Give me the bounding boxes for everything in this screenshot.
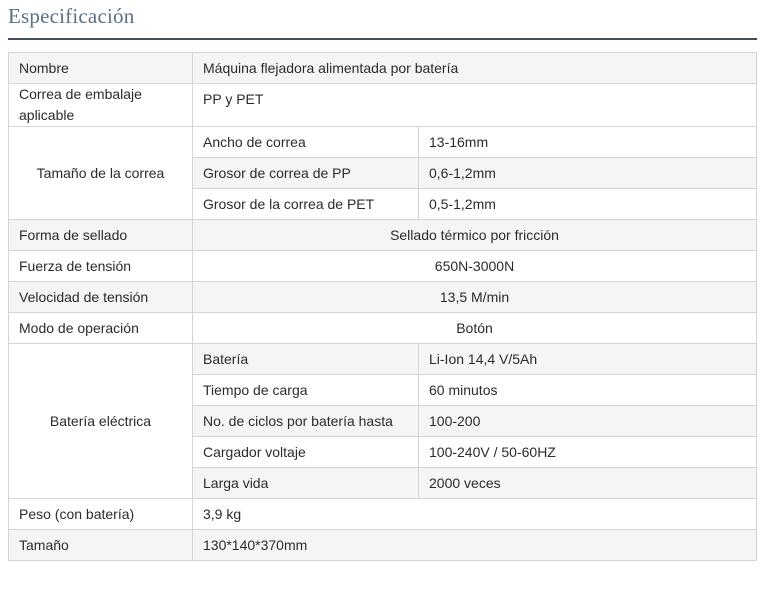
row-label: Nombre [9, 53, 193, 84]
row-value: 13,5 M/min [193, 282, 757, 313]
sub-value: 100-240V / 50-60HZ [419, 437, 757, 468]
row-label: Forma de sellado [9, 220, 193, 251]
row-value: 3,9 kg [193, 499, 757, 530]
sub-label: Tiempo de carga [193, 375, 419, 406]
table-row [9, 220, 757, 251]
row-value: PP y PET [193, 84, 757, 127]
table-row [9, 251, 757, 282]
sub-label: Grosor de la correa de PET [193, 189, 419, 220]
table-row [9, 344, 757, 375]
table-row [9, 499, 757, 530]
sub-label: No. de ciclos por batería hasta [193, 406, 419, 437]
row-label: Tamaño [9, 530, 193, 561]
sub-value: 0,6-1,2mm [419, 158, 757, 189]
row-group-label: Tamaño de la correa [9, 127, 193, 220]
sub-label: Larga vida [193, 468, 419, 499]
row-value: Sellado térmico por fricción [193, 220, 757, 251]
sub-label: Cargador voltaje [193, 437, 419, 468]
spec-table [8, 52, 757, 561]
row-value: Botón [193, 313, 757, 344]
table-row [9, 313, 757, 344]
table-row [9, 127, 757, 158]
row-value: Máquina flejadora alimentada por batería [193, 53, 757, 84]
row-label: Peso (con batería) [9, 499, 193, 530]
sub-value: 13-16mm [419, 127, 757, 158]
page-title: Especificación [8, 4, 135, 28]
row-value: 130*140*370mm [193, 530, 757, 561]
sub-value: 60 minutos [419, 375, 757, 406]
table-row [9, 530, 757, 561]
table-row [9, 84, 757, 127]
row-label: Fuerza de tensión [9, 251, 193, 282]
sub-label: Ancho de correa [193, 127, 419, 158]
sub-label: Batería [193, 344, 419, 375]
table-row [9, 53, 757, 84]
sub-value: Li-Ion 14,4 V/5Ah [419, 344, 757, 375]
sub-value: 0,5-1,2mm [419, 189, 757, 220]
table-row [9, 282, 757, 313]
row-group-label: Batería eléctrica [9, 344, 193, 499]
sub-label: Grosor de correa de PP [193, 158, 419, 189]
title-divider [8, 38, 757, 40]
row-label: Modo de operación [9, 313, 193, 344]
sub-value: 2000 veces [419, 468, 757, 499]
row-label: Correa de embalaje aplicable [9, 84, 193, 127]
sub-value: 100-200 [419, 406, 757, 437]
row-label: Velocidad de tensión [9, 282, 193, 313]
row-value: 650N-3000N [193, 251, 757, 282]
